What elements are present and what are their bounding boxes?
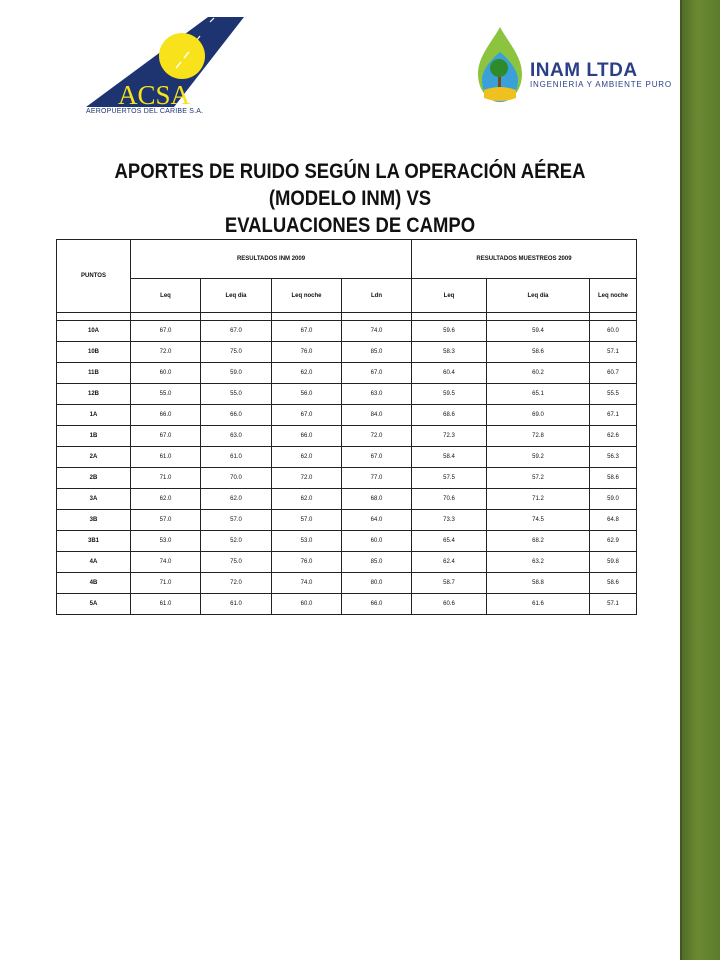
point-cell: 10A <box>57 321 131 342</box>
title-line-2: EVALUACIONES DE CAMPO <box>224 214 476 237</box>
acsa-logo <box>82 14 252 122</box>
acsa-subtitle: AEROPUERTOS DEL CARIBE S.A. <box>86 108 204 115</box>
value-cell: 60.0 <box>272 594 342 615</box>
sun-icon <box>159 33 205 79</box>
point-cell: 2A <box>57 447 131 468</box>
table-row <box>57 594 637 615</box>
value-cell: 72.0 <box>272 468 342 489</box>
inm-ldn-header: Ldn <box>342 279 412 313</box>
sampling-leq-night-header: Leq noche <box>590 279 637 313</box>
tree-icon <box>490 59 508 77</box>
value-cell: 58.7 <box>412 573 487 594</box>
value-cell: 57.0 <box>201 510 272 531</box>
table-row <box>57 531 637 552</box>
value-cell: 61.0 <box>131 594 201 615</box>
value-cell: 68.6 <box>412 405 487 426</box>
value-cell: 77.0 <box>342 468 412 489</box>
point-cell: 5A <box>57 594 131 615</box>
value-cell: 59.4 <box>487 321 590 342</box>
table-row <box>57 384 637 405</box>
value-cell: 62.4 <box>412 552 487 573</box>
value-cell: 58.8 <box>487 573 590 594</box>
value-cell: 74.0 <box>131 552 201 573</box>
value-cell: 85.0 <box>342 552 412 573</box>
value-cell: 59.0 <box>201 363 272 384</box>
value-cell: 85.0 <box>342 342 412 363</box>
value-cell: 57.0 <box>131 510 201 531</box>
value-cell: 67.1 <box>590 405 637 426</box>
value-cell: 61.6 <box>487 594 590 615</box>
value-cell: 61.0 <box>131 447 201 468</box>
value-cell: 84.0 <box>342 405 412 426</box>
value-cell: 58.6 <box>590 468 637 489</box>
table-row <box>57 573 637 594</box>
value-cell: 61.0 <box>201 447 272 468</box>
table-row <box>57 405 637 426</box>
point-cell: 12B <box>57 384 131 405</box>
value-cell: 64.8 <box>590 510 637 531</box>
value-cell: 74.5 <box>487 510 590 531</box>
table-row <box>57 363 637 384</box>
value-cell: 55.0 <box>201 384 272 405</box>
value-cell: 72.0 <box>201 573 272 594</box>
point-cell: 4A <box>57 552 131 573</box>
value-cell: 72.3 <box>412 426 487 447</box>
point-cell: 4B <box>57 573 131 594</box>
value-cell: 65.1 <box>487 384 590 405</box>
table-row <box>57 342 637 363</box>
value-cell: 74.0 <box>342 321 412 342</box>
table-row <box>57 321 637 342</box>
value-cell: 76.0 <box>272 552 342 573</box>
value-cell: 60.2 <box>487 363 590 384</box>
sampling-results-header: RESULTADOS MUESTREOS 2009 <box>412 240 637 279</box>
inam-logo-text: INAM LTDA <box>530 60 638 81</box>
point-cell: 1B <box>57 426 131 447</box>
value-cell: 62.0 <box>201 489 272 510</box>
value-cell: 66.0 <box>131 405 201 426</box>
value-cell: 63.2 <box>487 552 590 573</box>
value-cell: 67.0 <box>342 447 412 468</box>
value-cell: 71.2 <box>487 489 590 510</box>
table-row <box>57 426 637 447</box>
value-cell: 60.0 <box>342 531 412 552</box>
table-row <box>57 447 637 468</box>
value-cell: 57.0 <box>272 510 342 531</box>
value-cell: 53.0 <box>131 531 201 552</box>
page-title <box>95 158 605 239</box>
value-cell: 59.8 <box>590 552 637 573</box>
value-cell: 74.0 <box>272 573 342 594</box>
value-cell: 61.0 <box>201 594 272 615</box>
inam-subtitle: INGENIERIA Y AMBIENTE PURO <box>530 80 672 89</box>
title-line-1: APORTES DE RUIDO SEGÚN LA OPERACIÓN AÉREA (MODELO INM) VS <box>114 160 586 210</box>
sampling-leq-day-header: Leq día <box>487 279 590 313</box>
value-cell: 67.0 <box>131 321 201 342</box>
noise-results-table <box>56 239 637 615</box>
points-header: PUNTOS <box>57 240 131 313</box>
value-cell: 57.1 <box>590 342 637 363</box>
value-cell: 59.5 <box>412 384 487 405</box>
value-cell: 72.0 <box>131 342 201 363</box>
value-cell: 57.1 <box>590 594 637 615</box>
value-cell: 68.2 <box>487 531 590 552</box>
value-cell: 58.6 <box>590 573 637 594</box>
value-cell: 56.0 <box>272 384 342 405</box>
value-cell: 58.4 <box>412 447 487 468</box>
value-cell: 59.2 <box>487 447 590 468</box>
value-cell: 69.0 <box>487 405 590 426</box>
value-cell: 72.0 <box>342 426 412 447</box>
value-cell: 66.0 <box>201 405 272 426</box>
value-cell: 55.0 <box>131 384 201 405</box>
point-cell: 3B1 <box>57 531 131 552</box>
value-cell: 68.0 <box>342 489 412 510</box>
value-cell: 71.0 <box>131 573 201 594</box>
value-cell: 62.9 <box>590 531 637 552</box>
table-row <box>57 552 637 573</box>
value-cell: 72.8 <box>487 426 590 447</box>
value-cell: 65.4 <box>412 531 487 552</box>
point-cell: 10B <box>57 342 131 363</box>
value-cell: 62.0 <box>272 489 342 510</box>
value-cell: 67.0 <box>201 321 272 342</box>
value-cell: 62.0 <box>131 489 201 510</box>
value-cell: 60.7 <box>590 363 637 384</box>
value-cell: 59.6 <box>412 321 487 342</box>
value-cell: 58.3 <box>412 342 487 363</box>
point-cell: 3A <box>57 489 131 510</box>
value-cell: 75.0 <box>201 552 272 573</box>
point-cell: 11B <box>57 363 131 384</box>
value-cell: 76.0 <box>272 342 342 363</box>
value-cell: 62.0 <box>272 363 342 384</box>
value-cell: 60.0 <box>131 363 201 384</box>
value-cell: 60.4 <box>412 363 487 384</box>
value-cell: 60.6 <box>412 594 487 615</box>
inm-results-header: RESULTADOS INM 2009 <box>131 240 412 279</box>
value-cell: 62.0 <box>272 447 342 468</box>
sidebar-stripe <box>680 0 720 960</box>
acsa-logo-text: ACSA <box>118 80 191 110</box>
value-cell: 80.0 <box>342 573 412 594</box>
value-cell: 60.0 <box>590 321 637 342</box>
value-cell: 67.0 <box>272 321 342 342</box>
value-cell: 63.0 <box>201 426 272 447</box>
point-cell: 2B <box>57 468 131 489</box>
inm-leq-header: Leq <box>131 279 201 313</box>
inm-leq-day-header: Leq día <box>201 279 272 313</box>
value-cell: 70.0 <box>201 468 272 489</box>
inm-leq-night-header: Leq noche <box>272 279 342 313</box>
value-cell: 53.0 <box>272 531 342 552</box>
sampling-leq-header: Leq <box>412 279 487 313</box>
value-cell: 66.0 <box>272 426 342 447</box>
value-cell: 52.0 <box>201 531 272 552</box>
value-cell: 57.5 <box>412 468 487 489</box>
value-cell: 66.0 <box>342 594 412 615</box>
value-cell: 73.3 <box>412 510 487 531</box>
point-cell: 3B <box>57 510 131 531</box>
table-row <box>57 510 637 531</box>
value-cell: 64.0 <box>342 510 412 531</box>
value-cell: 58.6 <box>487 342 590 363</box>
value-cell: 71.0 <box>131 468 201 489</box>
value-cell: 67.0 <box>131 426 201 447</box>
value-cell: 55.5 <box>590 384 637 405</box>
value-cell: 70.6 <box>412 489 487 510</box>
spacer-row <box>57 313 637 321</box>
table-row <box>57 468 637 489</box>
value-cell: 63.0 <box>342 384 412 405</box>
point-cell: 1A <box>57 405 131 426</box>
table-row <box>57 489 637 510</box>
value-cell: 57.2 <box>487 468 590 489</box>
value-cell: 62.6 <box>590 426 637 447</box>
value-cell: 75.0 <box>201 342 272 363</box>
value-cell: 59.0 <box>590 489 637 510</box>
value-cell: 67.0 <box>272 405 342 426</box>
value-cell: 67.0 <box>342 363 412 384</box>
value-cell: 56.3 <box>590 447 637 468</box>
